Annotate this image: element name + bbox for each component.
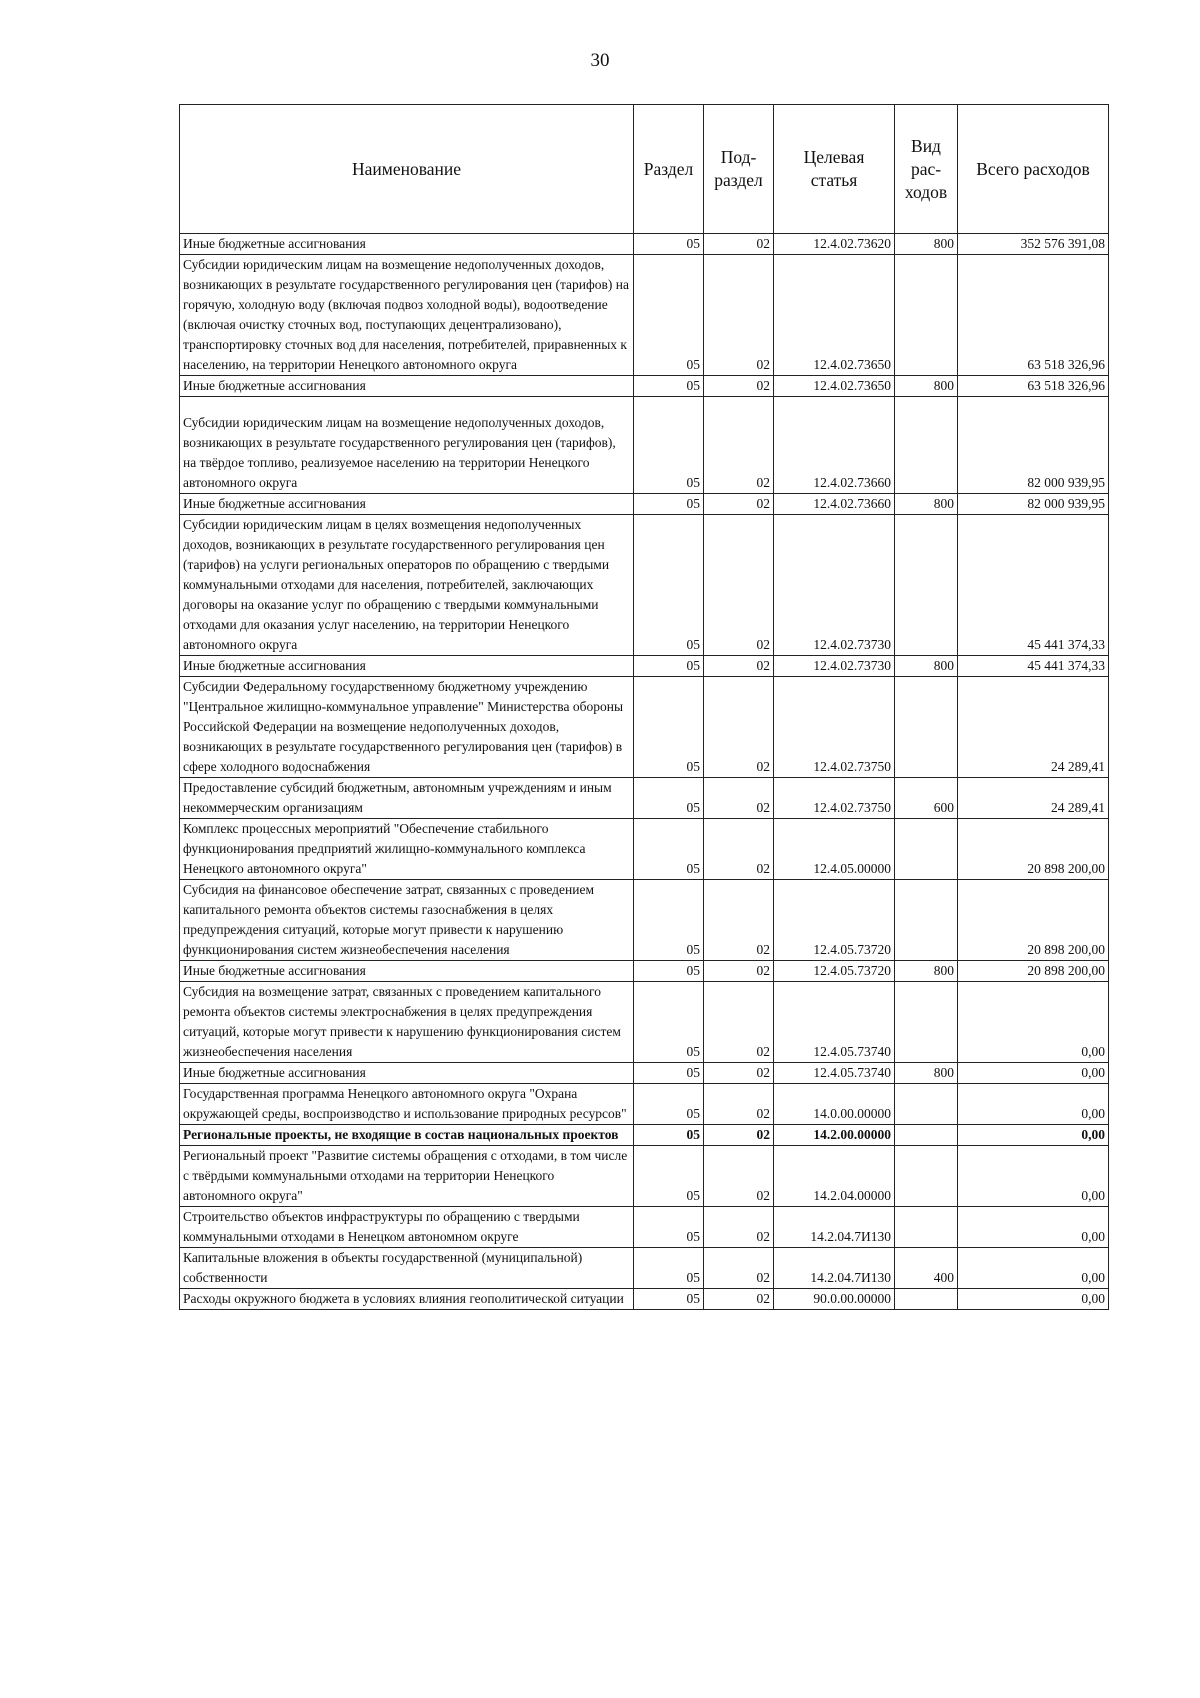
article-cell: 12.4.02.73650 — [774, 255, 895, 376]
table-row — [180, 982, 1109, 1063]
expense-type-cell: 600 — [895, 778, 958, 819]
subsection-cell: 02 — [704, 677, 774, 778]
name-cell: Расходы окружного бюджета в условиях влияния геополитической ситуации — [180, 1289, 634, 1310]
total-cell: 82 000 939,95 — [958, 494, 1109, 515]
expense-type-cell — [895, 982, 958, 1063]
total-cell: 82 000 939,95 — [958, 397, 1109, 494]
subsection-cell: 02 — [704, 1289, 774, 1310]
section-cell: 05 — [634, 515, 704, 656]
name-cell: Субсидия на финансовое обеспечение затрат, связанных с проведением капитального ремонта объектов системы газоснабжения в целях предупреждения ситуаций, которые могут привести к нарушению функционирования систем жизнеобеспечения населения — [180, 880, 634, 961]
name-cell: Иные бюджетные ассигнования — [180, 376, 634, 397]
section-cell: 05 — [634, 376, 704, 397]
article-cell: 12.4.02.73660 — [774, 397, 895, 494]
name-cell: Иные бюджетные ассигнования — [180, 1063, 634, 1084]
section-cell: 05 — [634, 961, 704, 982]
expense-type-cell — [895, 1125, 958, 1146]
table-row — [180, 1084, 1109, 1125]
article-cell: 14.2.00.00000 — [774, 1125, 895, 1146]
subsection-cell: 02 — [704, 1125, 774, 1146]
article-cell: 12.4.02.73730 — [774, 656, 895, 677]
table-row — [180, 1289, 1109, 1310]
section-cell: 05 — [634, 819, 704, 880]
expense-type-cell: 800 — [895, 656, 958, 677]
section-cell: 05 — [634, 677, 704, 778]
name-cell: Иные бюджетные ассигнования — [180, 961, 634, 982]
total-cell: 352 576 391,08 — [958, 234, 1109, 255]
article-cell: 14.2.04.7И130 — [774, 1248, 895, 1289]
total-cell: 0,00 — [958, 1248, 1109, 1289]
section-cell: 05 — [634, 1248, 704, 1289]
table-header-row — [180, 105, 1109, 234]
total-cell: 0,00 — [958, 1289, 1109, 1310]
subsection-cell: 02 — [704, 515, 774, 656]
total-cell: 0,00 — [958, 1146, 1109, 1207]
expense-type-cell — [895, 255, 958, 376]
table-row — [180, 494, 1109, 515]
expense-type-cell — [895, 880, 958, 961]
table-row — [180, 1063, 1109, 1084]
expense-type-cell — [895, 1146, 958, 1207]
section-cell: 05 — [634, 397, 704, 494]
expense-type-cell — [895, 1289, 958, 1310]
total-cell: 0,00 — [958, 1207, 1109, 1248]
table-row — [180, 880, 1109, 961]
article-cell: 14.2.04.00000 — [774, 1146, 895, 1207]
total-cell: 24 289,41 — [958, 677, 1109, 778]
article-cell: 12.4.05.00000 — [774, 819, 895, 880]
table-row — [180, 677, 1109, 778]
total-cell: 20 898 200,00 — [958, 880, 1109, 961]
total-cell: 0,00 — [958, 982, 1109, 1063]
header-section: Раздел — [634, 105, 704, 234]
header-subsection: Под- раздел — [704, 105, 774, 234]
section-cell: 05 — [634, 494, 704, 515]
subsection-cell: 02 — [704, 376, 774, 397]
expense-type-cell: 400 — [895, 1248, 958, 1289]
name-cell: Комплекс процессных мероприятий "Обеспечение стабильного функционирования предприятий жилищно-коммунального комплекса Ненецкого автономного округа" — [180, 819, 634, 880]
article-cell: 12.4.05.73740 — [774, 982, 895, 1063]
section-cell: 05 — [634, 880, 704, 961]
expense-type-cell — [895, 819, 958, 880]
article-cell: 12.4.02.73660 — [774, 494, 895, 515]
name-cell: Предоставление субсидий бюджетным, автономным учреждениям и иным некоммерческим организациям — [180, 778, 634, 819]
name-cell: Субсидии юридическим лицам на возмещение недополученных доходов, возникающих в результате государственного регулирования цен (тарифов), на твёрдое топливо, реализуемое населению на территории Ненецкого автономного округа — [180, 397, 634, 494]
table-row — [180, 656, 1109, 677]
name-cell: Субсидии юридическим лицам в целях возмещения недополученных доходов, возникающих в результате государственного регулирования цен (тарифов) на услуги региональных операторов по обращению с твердыми коммунальными отходами для населения, потребителей, заключающих договоры на оказание услуг по обращению с твердыми коммунальными отходами для оказания услуг населению, на территории Ненецкого автономного округа — [180, 515, 634, 656]
section-cell: 05 — [634, 778, 704, 819]
subsection-cell: 02 — [704, 961, 774, 982]
total-cell: 63 518 326,96 — [958, 376, 1109, 397]
expense-type-cell: 800 — [895, 1063, 958, 1084]
subsection-cell: 02 — [704, 1084, 774, 1125]
section-cell: 05 — [634, 1063, 704, 1084]
expense-type-cell — [895, 677, 958, 778]
subsection-cell: 02 — [704, 1063, 774, 1084]
article-cell: 12.4.02.73750 — [774, 778, 895, 819]
article-cell: 12.4.02.73620 — [774, 234, 895, 255]
page-number: 30 — [590, 50, 610, 71]
name-cell: Иные бюджетные ассигнования — [180, 494, 634, 515]
header-name: Наименование — [180, 105, 634, 234]
name-cell: Строительство объектов инфраструктуры по обращению с твердыми коммунальными отходами в Ненецком автономном округе — [180, 1207, 634, 1248]
expense-type-cell: 800 — [895, 494, 958, 515]
expense-type-cell — [895, 397, 958, 494]
subsection-cell: 02 — [704, 819, 774, 880]
subsection-cell: 02 — [704, 1248, 774, 1289]
section-cell: 05 — [634, 982, 704, 1063]
section-cell: 05 — [634, 1207, 704, 1248]
total-cell: 45 441 374,33 — [958, 656, 1109, 677]
header-article: Целевая статья — [774, 105, 895, 234]
subsection-cell: 02 — [704, 778, 774, 819]
subsection-cell: 02 — [704, 1146, 774, 1207]
subsection-cell: 02 — [704, 982, 774, 1063]
table-row — [180, 778, 1109, 819]
table-row — [180, 397, 1109, 494]
expense-type-cell: 800 — [895, 961, 958, 982]
name-cell: Региональные проекты, не входящие в состав национальных проектов — [180, 1125, 634, 1146]
expense-type-cell: 800 — [895, 234, 958, 255]
name-cell: Региональный проект "Развитие системы обращения с отходами, в том числе с твёрдыми коммунальными отходами на территории Ненецкого автономного округа" — [180, 1146, 634, 1207]
table-row — [180, 1248, 1109, 1289]
table-row — [180, 376, 1109, 397]
total-cell: 0,00 — [958, 1063, 1109, 1084]
total-cell: 63 518 326,96 — [958, 255, 1109, 376]
budget-table — [179, 104, 1109, 1310]
expense-type-cell — [895, 1084, 958, 1125]
header-expense-type: Вид рас- ходов — [895, 105, 958, 234]
name-cell: Субсидия на возмещение затрат, связанных с проведением капитального ремонта объектов системы электроснабжения в целях предупреждения ситуаций, которые могут привести к нарушению функционирования систем жизнеобеспечения населения — [180, 982, 634, 1063]
section-cell: 05 — [634, 1146, 704, 1207]
table-row — [180, 515, 1109, 656]
table-row — [180, 1207, 1109, 1248]
article-cell: 14.0.00.00000 — [774, 1084, 895, 1125]
subsection-cell: 02 — [704, 234, 774, 255]
total-cell: 0,00 — [958, 1125, 1109, 1146]
article-cell: 12.4.05.73720 — [774, 880, 895, 961]
expense-type-cell: 800 — [895, 376, 958, 397]
name-cell: Субсидии Федеральному государственному бюджетному учреждению "Центральное жилищно-коммунальное управление" Министерства обороны Российской Федерации на возмещение недополученных доходов, возникающих в результате государственного регулирования цен (тарифов) в сфере холодного водоснабжения — [180, 677, 634, 778]
name-cell: Иные бюджетные ассигнования — [180, 234, 634, 255]
table-row — [180, 234, 1109, 255]
expense-type-cell — [895, 1207, 958, 1248]
subsection-cell: 02 — [704, 656, 774, 677]
subsection-cell: 02 — [704, 1207, 774, 1248]
table-row — [180, 961, 1109, 982]
total-cell: 24 289,41 — [958, 778, 1109, 819]
table-row — [180, 1125, 1109, 1146]
article-cell: 12.4.02.73730 — [774, 515, 895, 656]
table-body — [180, 234, 1109, 1310]
table-row — [180, 1146, 1109, 1207]
name-cell: Государственная программа Ненецкого автономного округа "Охрана окружающей среды, воспроизводство и использование природных ресурсов" — [180, 1084, 634, 1125]
article-cell: 14.2.04.7И130 — [774, 1207, 895, 1248]
name-cell: Капитальные вложения в объекты государственной (муниципальной) собственности — [180, 1248, 634, 1289]
table-row — [180, 819, 1109, 880]
name-cell: Иные бюджетные ассигнования — [180, 656, 634, 677]
subsection-cell: 02 — [704, 880, 774, 961]
total-cell: 0,00 — [958, 1084, 1109, 1125]
table-row — [180, 255, 1109, 376]
article-cell: 12.4.05.73720 — [774, 961, 895, 982]
total-cell: 20 898 200,00 — [958, 819, 1109, 880]
name-cell: Субсидии юридическим лицам на возмещение недополученных доходов, возникающих в результате государственного регулирования цен (тарифов) на горячую, холодную воду (включая подвоз холодной воды), водоотведение (включая очистку сточных вод, поступающих децентрализовано), транспортировку сточных вод для населения, потребителей, приравненных к населению, на территории Ненецкого автономного округа — [180, 255, 634, 376]
section-cell: 05 — [634, 1125, 704, 1146]
article-cell: 12.4.05.73740 — [774, 1063, 895, 1084]
article-cell: 12.4.02.73750 — [774, 677, 895, 778]
subsection-cell: 02 — [704, 397, 774, 494]
subsection-cell: 02 — [704, 255, 774, 376]
article-cell: 12.4.02.73650 — [774, 376, 895, 397]
section-cell: 05 — [634, 656, 704, 677]
section-cell: 05 — [634, 1084, 704, 1125]
section-cell: 05 — [634, 255, 704, 376]
header-total: Всего расходов — [958, 105, 1109, 234]
total-cell: 20 898 200,00 — [958, 961, 1109, 982]
expense-type-cell — [895, 515, 958, 656]
total-cell: 45 441 374,33 — [958, 515, 1109, 656]
subsection-cell: 02 — [704, 494, 774, 515]
article-cell: 90.0.00.00000 — [774, 1289, 895, 1310]
section-cell: 05 — [634, 1289, 704, 1310]
section-cell: 05 — [634, 234, 704, 255]
